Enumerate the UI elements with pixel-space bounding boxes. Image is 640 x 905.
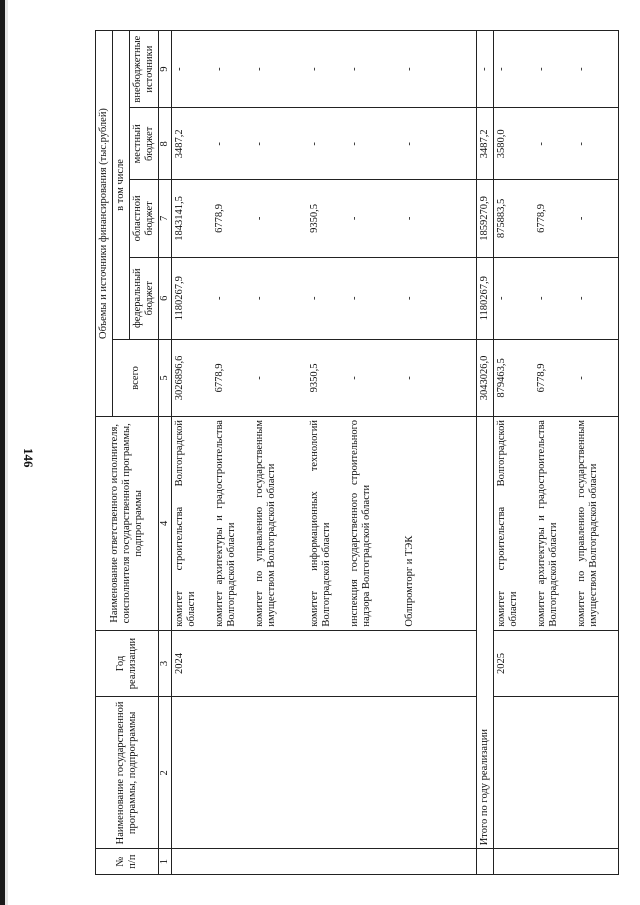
cell-local — [494, 108, 619, 180]
table-row-2024 — [172, 31, 477, 875]
value-local: 3487,2 — [174, 129, 186, 159]
table-row-summary — [477, 31, 494, 875]
value-federal: - — [536, 296, 548, 300]
value-total: - — [349, 376, 361, 380]
value-extra: - — [254, 67, 266, 71]
header-program-name: Наименование государственной программы, подпрограммы — [96, 697, 159, 849]
scan-edge-shadow — [5, 0, 8, 905]
header-extra: внебюджетные источники — [130, 31, 159, 108]
value-local: - — [536, 142, 548, 146]
summary-extra: - — [477, 31, 494, 108]
cell-total — [494, 339, 619, 416]
value-regional: - — [254, 216, 266, 221]
value-regional: 875883,5 — [496, 198, 508, 239]
cell-total — [172, 339, 477, 416]
value-total: 3026896,6 — [174, 355, 186, 401]
value-extra: - — [214, 67, 226, 71]
value-total: 9350,5 — [309, 363, 321, 393]
value-local: - — [576, 142, 588, 146]
value-federal: - — [254, 296, 266, 300]
cell-number — [494, 849, 619, 875]
cell-number — [477, 849, 494, 875]
value-extra: - — [309, 67, 321, 71]
executor-item: комитет архитектуры и градостроительства Волгоградской области — [214, 420, 238, 627]
executor-item: комитет по управлению государственным имуществом Волгоградской области — [576, 420, 600, 627]
value-regional: - — [404, 216, 416, 221]
summary-regional: 1859270,9 — [477, 180, 494, 257]
value-local: - — [214, 142, 226, 146]
value-regional: 1843141,5 — [174, 196, 186, 241]
value-extra: - — [536, 67, 548, 71]
cell-number — [172, 849, 477, 875]
colnum: 6 — [159, 257, 172, 339]
colnum: 5 — [159, 339, 172, 416]
financing-table — [95, 30, 619, 875]
executor-item: комитет архитектуры и градостроительства Волгоградской области — [536, 420, 560, 627]
value-total: 879463,5 — [496, 358, 508, 398]
column-numbers-row — [159, 31, 172, 875]
value-extra: - — [349, 67, 361, 71]
value-total: - — [404, 376, 416, 380]
executor-item: инспекция государственного строительного надзора Волгоградской области — [349, 420, 373, 627]
value-federal: - — [496, 296, 508, 300]
value-total: - — [254, 376, 266, 380]
value-extra: - — [404, 67, 416, 71]
colnum: 4 — [159, 417, 172, 631]
executor-item: комитет строительства Волгоградской области — [496, 420, 520, 627]
value-federal: - — [404, 296, 416, 300]
colnum: 9 — [159, 31, 172, 108]
summary-total: 3043026,0 — [477, 339, 494, 416]
cell-local — [172, 108, 477, 180]
cell-year: 2025 — [494, 630, 619, 697]
value-local: - — [254, 142, 266, 146]
cell-extra — [494, 31, 619, 108]
cell-federal — [494, 257, 619, 339]
value-total: 6778,9 — [214, 363, 226, 393]
value-federal: - — [214, 296, 226, 300]
header-federal: федеральный бюджет — [130, 257, 159, 339]
value-extra: - — [496, 67, 508, 71]
table-row-2025 — [494, 31, 619, 875]
colnum: 2 — [159, 697, 172, 849]
value-regional: - — [576, 216, 588, 221]
header-number: № п/п — [96, 849, 159, 875]
value-local: - — [309, 142, 321, 146]
header-year: Год реализации — [96, 630, 159, 697]
value-local: 3580,0 — [496, 129, 508, 159]
header-volumes: Объемы и источники финансирования (тыс.рублей) — [96, 31, 113, 417]
header-total: всего — [113, 339, 159, 416]
header-regional: областной бюджет — [130, 180, 159, 257]
header-local: местный бюджет — [130, 108, 159, 180]
value-federal: - — [309, 296, 321, 300]
cell-program — [494, 697, 619, 849]
cell-regional — [494, 180, 619, 257]
colnum: 8 — [159, 108, 172, 180]
executor-item: Облпромторг и ТЭК — [404, 535, 416, 627]
colnum: 3 — [159, 630, 172, 697]
value-regional: - — [349, 216, 361, 221]
colnum: 7 — [159, 180, 172, 257]
value-regional: 6778,9 — [214, 203, 226, 233]
cell-program — [172, 697, 477, 849]
summary-local: 3487,2 — [477, 108, 494, 180]
summary-label: Итого по году реализации — [477, 417, 494, 849]
value-local: - — [404, 142, 416, 146]
executor-item: комитет по управлению государственным имуществом Волгоградской области — [254, 420, 278, 627]
value-regional: 9350,5 — [309, 203, 321, 233]
value-total: - — [576, 376, 588, 380]
colnum: 1 — [159, 849, 172, 875]
summary-federal: 1180267,9 — [477, 257, 494, 339]
cell-year: 2024 — [172, 630, 477, 697]
cell-executors — [494, 417, 619, 631]
financing-table-canvas — [95, 30, 625, 875]
header-executor: Наименование ответственного исполнителя, соисполнителя государственной программы, подпрограммы — [96, 417, 159, 631]
cell-extra — [172, 31, 477, 108]
value-local: - — [349, 142, 361, 146]
value-federal: 1180267,9 — [174, 276, 186, 321]
cell-regional — [172, 180, 477, 257]
value-extra: - — [174, 67, 186, 71]
value-federal: - — [349, 296, 361, 300]
header-including: в том числе — [113, 31, 130, 340]
value-regional: 6778,9 — [536, 203, 548, 233]
value-federal: - — [576, 296, 588, 300]
value-total: 6778,9 — [536, 363, 548, 393]
cell-executors — [172, 417, 477, 631]
cell-federal — [172, 257, 477, 339]
executor-item: комитет информационных технологий Волгоградской области — [309, 420, 333, 627]
executor-item: комитет строительства Волгоградской области — [174, 420, 198, 627]
value-extra: - — [576, 67, 588, 71]
page-number: 146 — [21, 448, 36, 468]
